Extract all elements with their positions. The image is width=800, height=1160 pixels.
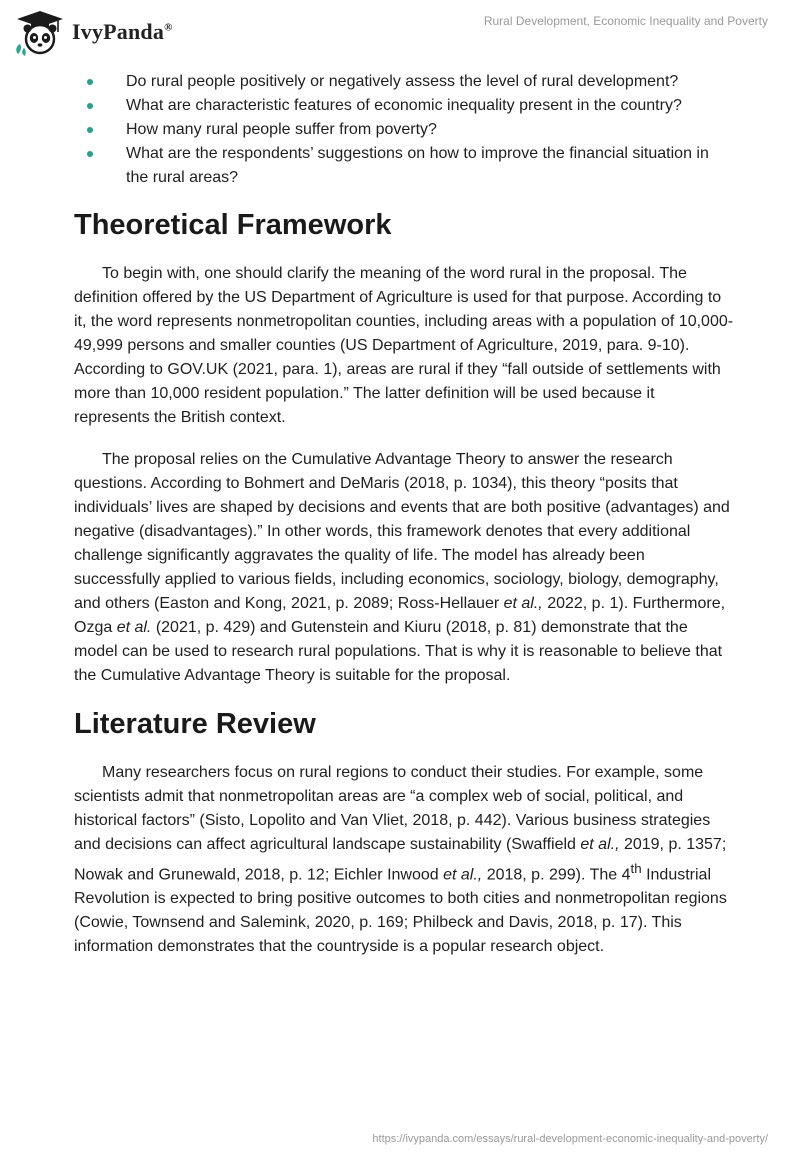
bullet-icon bbox=[87, 127, 93, 133]
paragraph-rural-definition: To begin with, one should clarify the meaning of the word rural in the proposal. The definition offered by the US Department of Agriculture is used for that purpose. According to it, the word represents nonmetropolitan counties, including areas with a population of 10,000-49,999 persons and smaller counties (US Department of Agriculture, 2019, para. 9-10). According to GOV.UK (2021, para. 1), areas are rural if they “fall outside of settlements with more than 10,000 resident population.” The latter definition will be used because it represents the British context. bbox=[74, 265, 734, 426]
source-url-link[interactable]: https://ivypanda.com/essays/rural-development-economic-inequality-and-poverty/ bbox=[372, 1133, 768, 1145]
research-questions-list bbox=[74, 70, 734, 190]
paragraph-cumulative-advantage: The proposal relies on the Cumulative Advantage Theory to answer the research questions. According to Bohmert and DeMaris (2018, p. 1034), this theory “posits that individuals’ lives are shaped by decisions and events that are both positive (advantages) and negative (disadvantages).” In other words, this framework denotes that every additional challenge significantly aggravates the quality of life. The model has already been successfully applied to various fields, including economics, sociology, biology, demography, and others (Easton and Kong, 2021, p. 2089; Ross-Hellauer et al., 2022, p. 1). Furthermore, Ozga et al. (2021, p. 429) and Gutenstein and Kiuru (2018, p. 81) demonstrate that the model can be used to research rural populations. That is why it is reasonable to believe that the Cumulative Advantage Theory is suitable for the proposal. bbox=[74, 451, 730, 684]
list-item: What are the respondents’ suggestions on how to improve the financial situation in the rural areas? bbox=[74, 142, 734, 190]
list-item: Do rural people positively or negatively assess the level of rural development? bbox=[74, 70, 734, 94]
list-item: How many rural people suffer from poverty? bbox=[74, 118, 734, 142]
heading-theoretical-framework: Theoretical Framework bbox=[74, 209, 392, 241]
bullet-icon bbox=[87, 79, 93, 85]
paragraph-literature: Many researchers focus on rural regions to conduct their studies. For example, some scientists admit that nonmetropolitan areas are “a complex web of social, political, and historical factors” (Sisto, Lopolito and Van Vliet, 2018, p. 442). Various business strategies and decisions can affect agricultural landscape sustainability (Swaffield et al., 2019, p. 1357; Nowak and Grunewald, 2018, p. 12; Eichler Inwood et al., 2018, p. 299). The 4th Industrial Revolution is expected to bring positive outcomes to both cities and nonmetropolitan regions (Cowie, Townsend and Salemink, 2020, p. 169; Philbeck and Davis, 2018, p. 17). This information demonstrates that the countryside is a popular research object. bbox=[74, 764, 727, 956]
article-body bbox=[74, 70, 734, 959]
heading-literature-review: Literature Review bbox=[74, 708, 316, 740]
brand-name: IvyPanda® bbox=[72, 19, 173, 44]
page-header bbox=[0, 0, 800, 64]
ivypanda-logo[interactable] bbox=[14, 8, 173, 56]
bullet-icon bbox=[87, 103, 93, 109]
panda-graduate-icon bbox=[14, 8, 66, 56]
bullet-icon bbox=[87, 151, 93, 157]
running-title: Rural Development, Economic Inequality and Poverty bbox=[483, 14, 768, 28]
list-item: What are characteristic features of economic inequality present in the country? bbox=[74, 94, 734, 118]
